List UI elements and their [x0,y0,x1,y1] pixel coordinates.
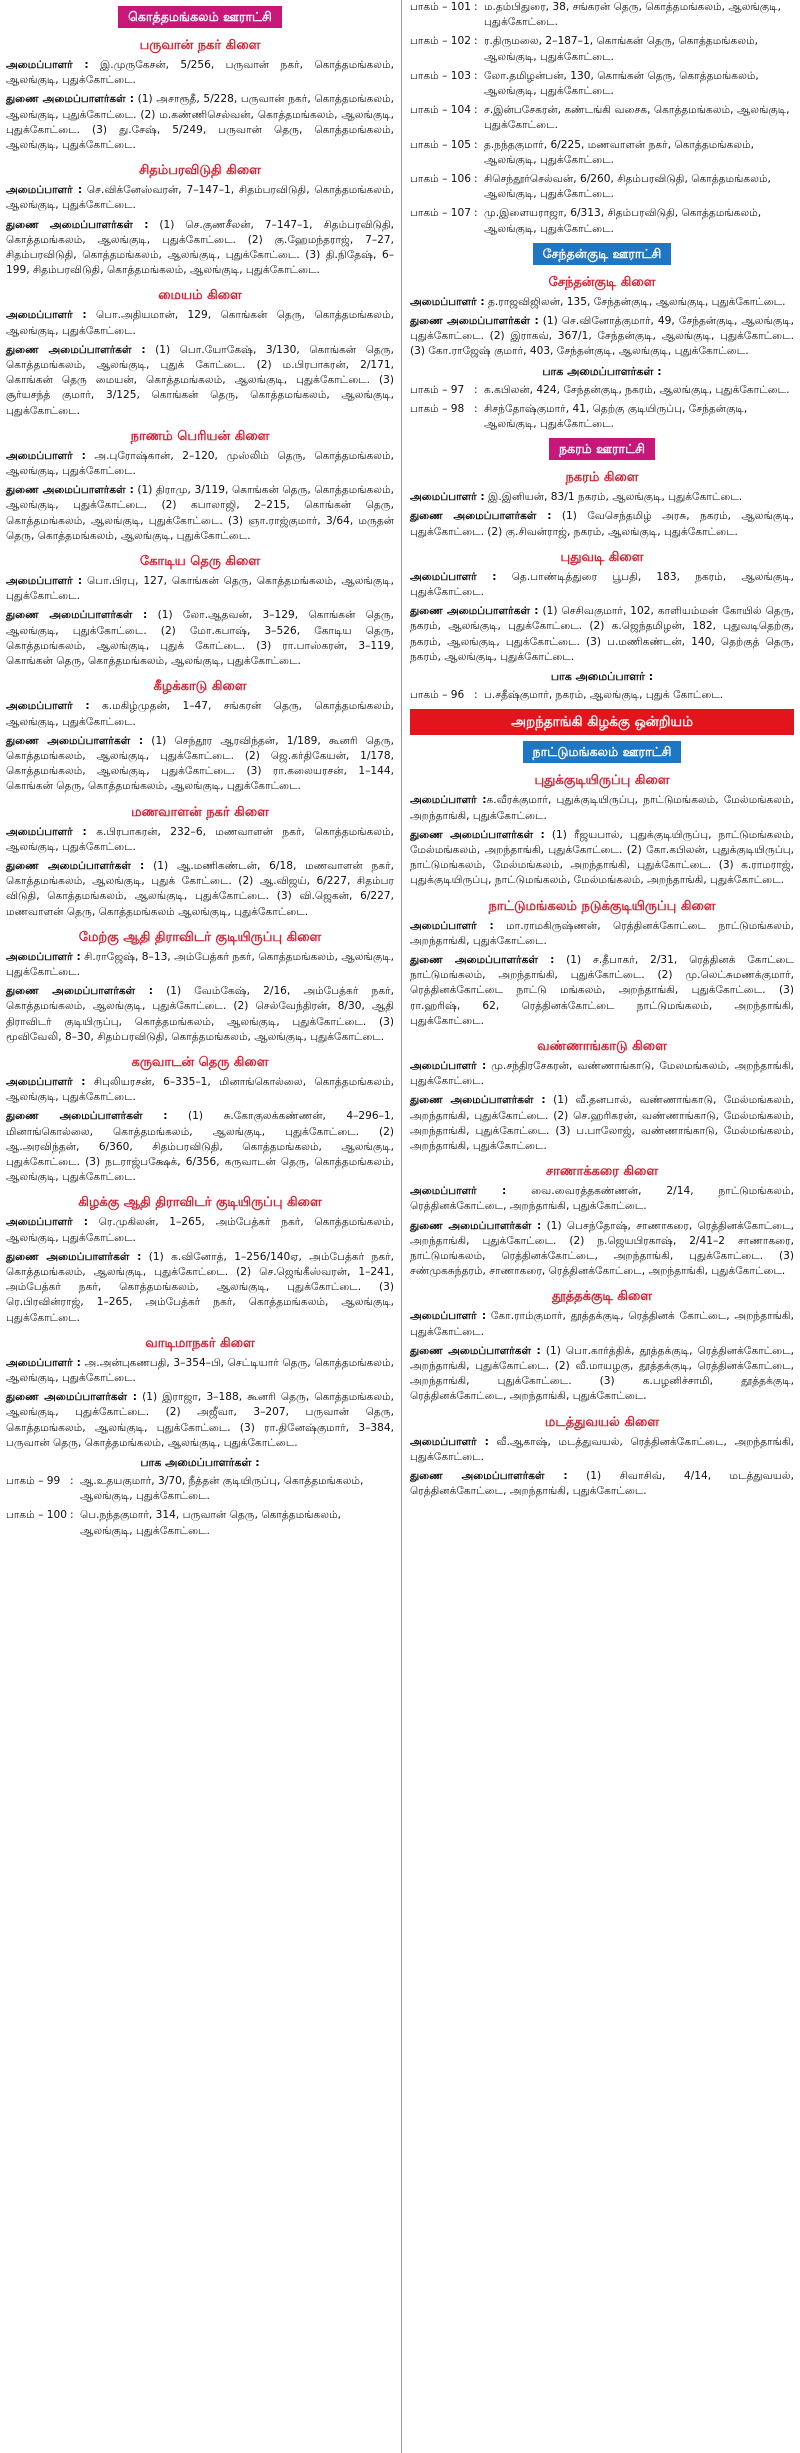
entry-text: ரெ.முகிலன், 1–265, அம்பேத்கர் நகர், கொத்தமங்கலம், ஆலங்குடி, புதுக்கோட்டை. [6,1216,394,1244]
entry-text: கோ.ராம்குமார், தூத்தக்குடி, ரெத்தினக் கோட்டை, அறந்தாங்கி, புதுக்கோட்டை. [410,1310,794,1338]
office-bearer-entry [410,793,794,823]
entry-text: தெ.பாண்டித்துரை பூபதி, 183, நகரம், ஆலங்குடி, புதுக்கோட்டை. [410,570,794,599]
section-banner-text: கொத்தமங்கலம் ஊராட்சி [118,6,282,28]
entry-text: சிபுலியரசன், 6–335–1, மினாங்கொல்லை, கொத்தமங்கலம், ஆலங்குடி, புதுக்கோட்டை. [6,1075,394,1104]
role-label: அமைப்பாளர் : [6,825,87,838]
booth-organisers-heading: பாக அமைப்பாளர்கள் : [140,1456,260,1470]
branch-heading: புதுவடி கிளை [560,549,644,565]
booth-number: பாகம் – 98 [410,402,465,415]
entry-text: (1) பொ.கார்த்திக், தூத்தக்குடி, ரெத்தினக்கோட்டை, அறந்தாங்கி, புதுக்கோட்டை. (2) வீ.மாயழகு, தூத்தக்குடி, ரெத்தினக்கோட்டை, அறந்தாங்கி, புதுக்கோட்டை. (3) க.பழனிச்சாமி, தூத்தக்குடி, ரெத்தினக்கோட்டை, அறந்தாங்கி, புதுக்கோட்டை. [410,1344,795,1403]
branch-heading: நகரம் கிளை [565,470,639,486]
office-bearer-entry [410,314,794,360]
entry-text: அ.புரோஷ்கான், 2–120, முஸ்லிம் தெரு, கொத்தமங்கலம், ஆலங்குடி, புதுக்கோட்டை. [6,449,394,478]
booth-entry [6,1508,394,1538]
branch-heading: பருவான் நகர் கிளை [139,38,261,53]
role-label: அமைப்பாளர் : [6,184,83,197]
entry-text: (1) செ.வினோத்குமார், 49, சேந்தன்குடி, ஆலங்குடி, புதுக்கோட்டை. (2) இராகவ், 367/1, சேந்தன்குடி, ஆலங்குடி, புதுக்கோட்டை. (3) கோ.ராஜேஷ் குமார், 403, சேந்தன்குடி, ஆலங்குடி, புதுக்கோட்டை. [410,315,794,358]
section-banner-text: சேந்தன்குடி ஊராட்சி [533,243,672,265]
office-bearer-entry [410,828,794,889]
branch-heading: புதுக்குடியிருப்பு கிளை [534,773,670,789]
role-label: துணை அமைப்பாளர்கள் : [410,953,555,966]
office-bearer-entry [6,608,394,669]
entry-text: (1) ச.தீபாகர், 2/31, ரெத்தினக் கோட்டை நாட்டுமங்கலம், அறந்தாங்கி, புதுக்கோட்டை. (2) மு.லெட்சுமணக்குமார், ரெத்தினக்கோட்டை நாட்டு மங்கலம், அறந்தாங்கி, புதுக்கோட்டை. (3) ரா.ஹரிஷ், 62, ரெத்தினக்கோட்டை நாட்டுமங்கலம், அறந்தாங்கி, புதுக்கோட்டை. [410,953,794,1027]
office-bearer-entry [6,343,394,419]
role-label: துணை அமைப்பாளர்கள் : [410,315,539,328]
role-label: துணை அமைப்பாளர்கள் : [6,609,148,622]
role-label: அமைப்பாளர் : [410,1310,487,1323]
entry-text: (1) வீ.தனபால், வண்ணாங்காடு, மேல்மங்கலம், அறந்தாங்கி, புதுக்கோட்டை. (2) செ.ஹரிகரன், வண்ணாங்காடு, மேல்மங்கலம், அறந்தாங்கி, புதுக்கோட்டை. (3) ப.பாலோஜ், வண்ணாங்காடு, மேல்மங்கலம், அறந்தாங்கி, புதுக்கோட்டை. [410,1094,794,1152]
office-bearer-entry [6,1390,394,1451]
entry-text: (1) வேசெந்தமிழ் அரசு, நகரம், ஆலங்குடி, புதுக்கோட்டை. (2) கு.சிவன்ராஜ், நகரம், ஆலங்குடி, புதுக்கோட்டை. [410,510,795,538]
column-divider [401,0,402,2453]
booth-organiser: மு.இளையராஜா, 6/313, சிதம்பரவிடுதி, கொத்தமங்கலம், ஆலங்குடி, புதுக்கோட்டை. [484,207,762,235]
branch-heading: கருவாடன் தெரு கிளை [131,1054,269,1070]
separator: : [70,1509,74,1522]
role-label: அமைப்பாளர் : [410,1185,507,1198]
entry-text: க.பிரபாகரன், 232–6, மணவாளன் நகர், கொத்தமங்கலம், ஆலங்குடி, புதுக்கோட்டை. [6,825,394,853]
entry-text: பொ.அதியமான், 129, கொங்கன் தெரு, கொத்தமங்கலம், ஆலங்குடி, புதுக்கோட்டை. [6,309,394,337]
role-label: துணை அமைப்பாளர்கள் : [6,1250,142,1263]
booth-organiser: ம.தம்பிதுரை, 38, சங்கரன் தெரு, கொத்தமங்கலம், ஆலங்குடி, புதுக்கோட்டை. [484,1,781,29]
entry-text: (1) செ.குணசீலன், 7–147–1, சிதம்பரவிடுதி, கொத்தமங்கலம், ஆலங்குடி, புதுக்கோட்டை. (2) கு.ஹேமந்தராஜ், 7–27, சிதம்பரவிடுதி, கொத்தமங்கலம், ஆலங்குடி, புதுக்கோட்டை. (3) தி.நிதேஷ், 6–199, சிதம்பரவிடுதி, கொத்தமங்கலம், ஆலங்குடி, புதுக்கோட்டை. [6,218,395,277]
role-label: அமைப்பாளர் : [410,1059,487,1072]
role-label: துணை அமைப்பாளர்கள் : [6,1110,168,1123]
office-bearer-entry [6,1215,394,1245]
booth-number: பாகம் – 103 [410,69,471,82]
role-label: அமைப்பாளர் : [6,59,89,71]
section-banner [410,741,794,763]
branch-heading: சிதம்பரவிடுதி கிளை [139,163,261,179]
section-banner [410,438,794,460]
role-label: துணை அமைப்பாளர்கள் : [6,93,134,106]
branch-heading: மணவாளன் நகர் கிளை [131,804,269,820]
booth-organiser: சிசந்தோஷ்குமார், 41, தெற்கு குடியிருப்பு, சேந்தன்குடி, ஆலங்குடி, புதுக்கோட்டை. [484,402,748,431]
entry-text: செ.விக்னேஸ்வரன், 7–147–1, சிதம்பரவிடுதி, கொத்தமங்கலம், ஆலங்குடி, புதுக்கோட்டை. [6,184,394,212]
role-label: அமைப்பாளர் : [6,309,87,322]
role-label: அமைப்பாளர் : [410,491,485,504]
branch-heading: வண்ணாங்காடு கிளை [537,1038,667,1054]
entry-text: க.மகிழ்முதன், 1–47, சங்கரன் தெரு, கொத்தமங்கலம், ஆலங்குடி, புதுக்கோட்டை. [6,700,394,728]
entry-text: (1) அசாரூதீ, 5/228, பருவான் நகர், கொத்தமங்கலம், ஆலங்குடி, புதுக்கோட்டை. (2) ம.கண்ணிசெல்வன், கொத்தமங்கலம், ஆலங்குடி, புதுக்கோட்டை. (3) து.சேஷ், 5/249, பருவான் தெரு, கொத்தமங்கலம், ஆலங்குடி, புதுக்கோட்டை. [6,93,395,152]
booth-number: பாகம் – 96 [410,689,465,702]
booth-entry [410,69,794,99]
entry-text: இ.இனியன், 83/1 நகரம், ஆலங்குடி, புதுக்கோட்டை. [484,491,743,504]
section-banner [6,6,394,28]
role-label: அமைப்பாளர் : [410,794,487,807]
role-label: அமைப்பாளர் : [6,575,83,588]
entry-text: (1) வேம்கேஷ், 2/16, அம்பேத்கர் நகர், கொத்தமங்கலம், ஆலங்குடி, புதுக்கோட்டை. (2) செல்வேந்திரன், 8/30, ஆதி திராவிடர் குடியிருப்பு, கொத்தமங்கலம், ஆலங்குடி, புதுக்கோட்டை. (3) மூவிவேலி, 8–30, சிதம்பரவிடுதி, கொத்தமங்கலம், ஆலங்குடி, புதுக்கோட்டை. [6,985,394,1043]
booth-number: பாகம் – 99 [6,1475,61,1488]
booth-entry [410,172,794,202]
office-bearer-entry [410,570,794,600]
section-banner [410,243,794,265]
booth-number: பாகம் – 101 [410,1,471,13]
right-content [410,0,794,1499]
entry-text: (1) ரீஜயபால், புதுக்குடியிருப்பு, நாட்டுமங்கலம், மேல்மங்கலம், அறந்தாங்கி, புதுக்கோட்டை. (2) கோ.கபிலன், புதுக்குடியிருப்பு, நாட்டுமங்கலம், மேல்மங்கலம், அறந்தாங்கி, புதுக்கோட்டை. (3) க.ராமராஜ், புதுக்குடியிருப்பு, நாட்டுமங்கலம், மேல்மங்கலம், அறந்தாங்கி, புதுக்கோட்டை. [410,828,795,887]
branch-heading: தூத்தக்குடி கிளை [552,1289,652,1305]
role-label: அமைப்பாளர் : [6,1075,86,1088]
office-bearer-entry [410,1059,794,1089]
role-label: அமைப்பாளர் : [410,919,494,932]
office-bearer-entry [6,308,394,338]
booth-organiser: க.கபிலன், 424, சேந்தன்குடி, நகரம், ஆலங்குடி, புதுக்கோட்டை. [484,383,790,396]
role-label: அமைப்பாளர் : [410,295,485,308]
booth-organiser: ச.இன்பசேகரன், கண்டங்கி வசைக, கொத்தமங்கலம், ஆலங்குடி, புதுக்கோட்டை. [484,104,790,132]
role-label: துணை அமைப்பாளர்கள் : [410,1094,546,1107]
left-content [6,6,394,1539]
booth-number: பாகம் – 106 [410,173,471,186]
office-bearer-entry [6,449,394,479]
branch-heading: மையம் கிளை [158,288,242,304]
office-bearer-entry [6,734,394,795]
office-bearer-entry [410,1219,794,1280]
office-bearer-entry [6,1250,394,1326]
role-label: அமைப்பாளர் : [6,700,90,713]
booth-organiser: லோ.தமிழன்பன், 130, கொங்கன் தெரு, கொத்தமங்கலம், ஆலங்குடி, புதுக்கோட்டை. [484,69,759,98]
booth-number: பாகம் – 105 [410,138,471,151]
office-bearer-entry [410,1184,794,1214]
role-label: அமைப்பாளர் : [410,1435,489,1448]
role-label: அமைப்பாளர் : [6,1216,88,1229]
office-bearer-entry [6,699,394,729]
office-bearer-entry [6,825,394,855]
separator: : [474,35,478,48]
entry-text: (1) பெசந்தோஷ், சாணாகரை, ரெத்தினக்கோட்டை, அறந்தாங்கி, புதுக்கோட்டை. (2) ந.ஜெயபிரகாஷ், 2/41–2 சாணாகரை, நாட்டுமங்கலம், ரெத்தினக்கோட்டை, அறந்தாங்கி, புதுக்கோட்டை. (3) சண்முகசுந்தரம், சாணாகரை, ரெத்தினக்கோட்டை, அறந்தாங்கி, புதுக்கோட்டை. [410,1219,794,1278]
office-bearer-entry [6,218,394,279]
separator: : [474,689,478,702]
entry-text: மு.சந்திரசேகரன், வண்ணாங்காடு, மேலமங்கலம், அறந்தாங்கி, புதுக்கோட்டை. [410,1059,794,1088]
branch-heading: சேந்தன்குடி கிளை [548,274,656,290]
booth-organiser: ப.சதீஷ்குமார், நகரம், ஆலங்குடி, புதுக் கோட்டை. [484,689,724,702]
entry-text: (1) இராஜா, 3–188, கூனரி தெரு, கொத்தமங்கலம், ஆலங்குடி, புதுக்கோட்டை. (2) அஜீவா, 3–207, பருவான் தெரு, கொத்தமங்கலம், ஆலங்குடி, புதுக்கோட்டை. (3) ரா.தினேஷ்குமார், 3–384, பருவான் தெரு, கொத்தமங்கலம், ஆலங்குடி, புதுக்கோட்டை. [6,1391,394,1449]
separator: : [474,69,478,82]
booth-entry [410,402,794,432]
branch-heading: கீழக்காடு கிளை [153,679,247,695]
office-bearer-entry [410,953,794,1029]
office-bearer-entry [6,859,394,920]
booth-number: பாகம் – 107 [410,207,471,220]
entry-text: (1) லோ.ஆதவன், 3–129, கொங்கன் தெரு, ஆலங்குடி, புதுக்கோட்டை. (2) மோ.கபாஷ், 3–526, கோடிய தெரு, கொத்தமங்கலம், ஆலங்குடி, புதுக் கோட்டை. (3) ரா.பாஸ்கரன், 3–119, கொங்கன் தெரு, கொத்தமங்கலம், ஆலங்குடி, புதுக்கோட்டை. [6,609,394,668]
role-label: துணை அமைப்பாளர்கள் : [6,343,146,356]
separator: : [474,207,478,220]
office-bearer-entry [410,1093,794,1154]
entry-text: சி.ராஜேஷ், 8–13, அம்பேத்கர் நகர், கொத்தமங்கலம், ஆலங்குடி, புதுக்கோட்டை. [6,950,394,978]
office-bearer-entry [410,1435,794,1465]
entry-text: இ.முருகேசன், 5/256, பருவான் நகர், கொத்தமங்கலம், ஆலங்குடி, புதுக்கோட்டை. [6,59,394,87]
branch-heading: கிழக்கு ஆதி திராவிடர் குடியிருப்பு கிளை [78,1195,322,1211]
entry-text: த.ராஜவிஜிலன், 135, சேந்தன்குடி, ஆலங்குடி, புதுக்கோட்டை. [484,295,786,308]
entry-text: (1) பொ.யோகேஷ், 3/130, கொங்கன் தெரு, கொத்தமங்கலம், ஆலங்குடி, புதுக் கோட்டை. (2) ம.பிரபாகரன், 2/171, கொங்கன் தெரு மையன், கொத்தமங்கலம், ஆலங்குடி, புதுக்கோட்டை. (3) சூர்யசந்த் குமார், 3/125, கொங்கன் தெரு, கொத்தமங்கலம், ஆலங்குடி, புதுக்கோட்டை. [6,343,394,417]
office-bearer-entry [410,509,794,539]
booth-entry [410,34,794,64]
office-bearer-entry [6,574,394,604]
office-bearer-entry [410,1469,794,1499]
entry-text: (1) ஆ.மணிகண்டன், 6/18, மணவாளன் நகர், கொத்தமங்கலம், ஆலங்குடி, புதுக் கோட்டை. (2) ஆ.விஜய், 6/227, சிதம்பர விடுதி, கொத்தமங்கலம், ஆலங்குடி, புதுக்கோட்டை. (3) வி.ஜெகன், 6/227, மணவாளன் தெரு, கொத்தமங்கலம் ஆலங்குடி, புதுக்கோட்டை. [6,859,394,918]
role-label: துணை அமைப்பாளர்கள் : [6,985,153,998]
office-bearer-entry [410,1309,794,1339]
entry-text: (1) செந்தூர ஆரவிந்தன், 1/189, கூனரி தெரு, கொத்தமங்கலம், ஆலங்குடி, புதுக்கோட்டை. (2) ஜெ.கர்திகேயன், 1/178, கொத்தமங்கலம், ஆலங்குடி, புதுக்கோட்டை. (3) ரா.கலையரசன், 1–144, கொங்கன் தெரு, கொத்தமங்கலம், ஆலங்குடி, புதுக்கோட்டை. [6,734,394,793]
entry-text: (1) க.வினோத், 1–256/140ஏ, அம்பேத்கர் நகர், கொத்தமங்கலம், ஆலங்குடி, புதுக்கோட்டை. (2) செ.ஜெங்கீஸ்வரன், 1–241, அம்பேத்கர் நகர், கொத்தமங்கலம், ஆலங்குடி, புதுக்கோட்டை. (3) ரெ.பிரவின்ராஜ், 1–265, அம்பேத்கர் நகர், கொத்தமங்கலம், ஆலங்குடி, புதுக்கோட்டை. [6,1250,395,1324]
role-label: துணை அமைப்பாளர்கள் : [410,605,539,618]
section-banner-text: நகரம் ஊராட்சி [549,438,655,460]
role-label: துணை அமைப்பாளர்கள் : [6,484,134,497]
role-label: துணை அமைப்பாளர்கள் : [6,859,145,872]
office-bearer-entry [6,1109,394,1185]
office-bearer-entry [6,984,394,1045]
left-column [0,0,400,1543]
entry-text: (1) சு.கோகுலக்கண்ணன், 4–296–1, மினாங்கொல்லை, கொத்தமங்கலம், ஆலங்குடி, புதுக்கோட்டை. (2) ஆ.அரவிந்தன், 6/360, சிதம்பரவிடுதி, கொத்தமங்கலம், ஆலங்குடி, புதுக்கோட்டை. (3) நடராஜ்பக்ஷேக், 6/356, கருவாடன் தெரு, கொத்தமங்கலம், ஆலங்குடி, புதுக்கோட்டை. [6,1110,394,1184]
booth-number: பாகம் – 102 [410,35,471,48]
booth-entry [410,383,794,398]
office-bearer-entry [6,1356,394,1386]
booth-entry [410,103,794,133]
booth-organiser: த.நந்தகுமார், 6/225, மணவாளன் நகர், கொத்தமங்கலம், ஆலங்குடி, புதுக்கோட்டை. [484,138,755,166]
branch-heading: நாட்டுமங்கலம் நடுக்குடியிருப்பு கிளை [488,898,716,914]
office-bearer-entry [410,919,794,949]
branch-heading: சாணாக்கரை கிளை [545,1164,659,1180]
right-column [404,0,800,1503]
role-label: துணை அமைப்பாளர்கள் : [410,510,552,523]
branch-heading: மடத்துவயல் கிளை [544,1414,660,1430]
office-bearer-entry [6,183,394,213]
role-label: அமைப்பாளர் : [6,950,81,963]
branch-heading: கோடிய தெரு கிளை [139,554,261,570]
separator: : [70,1475,74,1488]
entry-text: (1) செசிவகுமார், 102, காளியம்மன் கோயில் தெரு, நகரம், ஆலங்குடி, புதுக்கோட்டை. (2) க.ஜெந்தமிழன், 182, புதுவடிதெற்கு, நகரம், ஆலங்குடி, புதுக்கோட்டை. (3) ப.மணிகண்டன், 140, தெற்குத் தெரு, நகரம், ஆலங்குடி, புதுக்கோட்டை. [410,605,795,663]
booth-organiser: சிசெந்தூர்செல்வன், 6/260, சிதம்பரவிடுதி, கொத்தமங்கலம், ஆலங்குடி, புதுக்கோட்டை. [484,173,771,201]
branch-heading: மேற்கு ஆதி திராவிடர் குடியிருப்பு கிளை [78,929,322,945]
booth-entry [410,688,794,703]
booth-organiser: ர.திருமலை, 2–187–1, கொங்கன் தெரு, கொத்தமங்கலம், ஆலங்குடி, புதுக்கோட்டை. [484,35,759,63]
branch-heading: நாணம் பெரியன் கிளை [130,428,270,444]
separator: : [474,104,478,117]
office-bearer-entry [410,1344,794,1405]
entry-text: க.வீரக்குமார், புதுக்குடியிருப்பு, நாட்டுமங்கலம், மேல்மங்கலம், அறந்தாங்கி, புதுக்கோட்டை. [410,794,794,822]
booth-number: பாகம் – 100 [6,1509,67,1522]
role-label: அமைப்பாளர் : [6,449,86,462]
entry-text: (1) திராமு, 3/119, கொங்கன் தெரு, கொத்தமங்கலம், ஆலங்குடி, புதுக்கோட்டை. (2) கபாலாஜி, 2–215, கொங்கன் தெரு, கொத்தமங்கலம், ஆலங்குடி, புதுக்கோட்டை. (3) ஞா.ராஜ்குமார், 3/64, மருதன் தெரு, கொத்தமங்கலம், ஆலங்குடி, புதுக்கோட்டை. [6,484,394,542]
office-bearer-entry [6,1075,394,1105]
booth-entry [6,1474,394,1504]
office-bearer-entry [6,950,394,980]
role-label: துணை அமைப்பாளர்கள் : [6,734,144,747]
section-banner [410,709,794,735]
separator: : [474,173,478,186]
entry-text: பொ.பிரபு, 127, கொங்கன் தெரு, கொத்தமங்கலம், ஆலங்குடி, புதுக்கோட்டை. [6,575,394,603]
entry-text: மா.ராமகிருஷ்ணன், ரெத்தினக்கோட்டை நாட்டுமங்கலம், அறந்தாங்கி, புதுக்கோட்டை. [410,919,794,947]
booth-entry [410,0,794,30]
role-label: துணை அமைப்பாளர்கள் : [6,1391,137,1404]
role-label: துணை அமைப்பாளர்கள் : [410,828,545,841]
separator: : [474,138,478,151]
role-label: துணை அமைப்பாளர்கள் : [6,218,149,231]
entry-text: வீ.ஆகாஷ், மடத்துவயல், ரெத்தினக்கோட்டை, அறந்தாங்கி, புதுக்கோட்டை. [410,1435,794,1463]
booth-entry [410,206,794,236]
role-label: துணை அமைப்பாளர்கள் : [410,1219,542,1232]
booth-organiser: பெ.நந்தகுமார், 314, பருவான் தெரு, கொத்தமங்கலம், ஆலங்குடி, புதுக்கோட்டை. [80,1509,341,1537]
section-banner-text: நாட்டுமங்கலம் ஊராட்சி [523,741,682,763]
entry-text: அ.அன்புகணபதி, 3–354–பி, செட்டியார் தெரு, கொத்தமங்கலம், ஆலங்குடி, புதுக்கோட்டை. [6,1356,394,1384]
booth-organisers-heading: பாக அமைப்பாளர்கள் : [542,364,662,378]
role-label: துணை அமைப்பாளர்கள் : [410,1344,541,1357]
role-label: அமைப்பாளர் : [410,570,497,583]
section-banner-text: அறந்தாங்கி கிழக்கு ஒன்றியம் [410,709,794,735]
entry-text: (1) சிவாசிவ், 4/14, மடத்துவயல், ரெத்தினக்கோட்டை, அறந்தாங்கி, புதுக்கோட்டை. [410,1470,794,1498]
office-bearer-entry [410,295,794,310]
booth-number: பாகம் – 104 [410,104,471,117]
office-bearer-entry [6,483,394,544]
office-bearer-entry [6,92,394,153]
role-label: துணை அமைப்பாளர்கள் : [410,1470,568,1482]
office-bearer-entry [6,58,394,88]
booth-organisers-heading: பாக அமைப்பாளர் : [550,670,654,684]
entry-text: வை.வைரத்தகண்ணன், 2/14, நாட்டுமங்கலம், ரெத்தினக்கோட்டை, அறந்தாங்கி, புதுக்கோட்டை. [410,1185,794,1213]
booth-number: பாகம் – 97 [410,383,465,396]
branch-heading: வாடிமாநகர் கிளை [145,1335,255,1351]
separator: : [474,1,478,13]
office-bearer-entry [410,604,794,665]
booth-entry [410,138,794,168]
booth-organiser: ஆ.உதயகுமார், 3/70, நீத்தன் குடியிருப்பு, கொத்தமங்கலம், ஆலங்குடி, புதுக்கோட்டை. [80,1475,364,1503]
separator: : [474,383,478,396]
role-label: அமைப்பாளர் : [6,1356,81,1369]
office-bearer-entry [410,490,794,505]
separator: : [474,402,478,415]
